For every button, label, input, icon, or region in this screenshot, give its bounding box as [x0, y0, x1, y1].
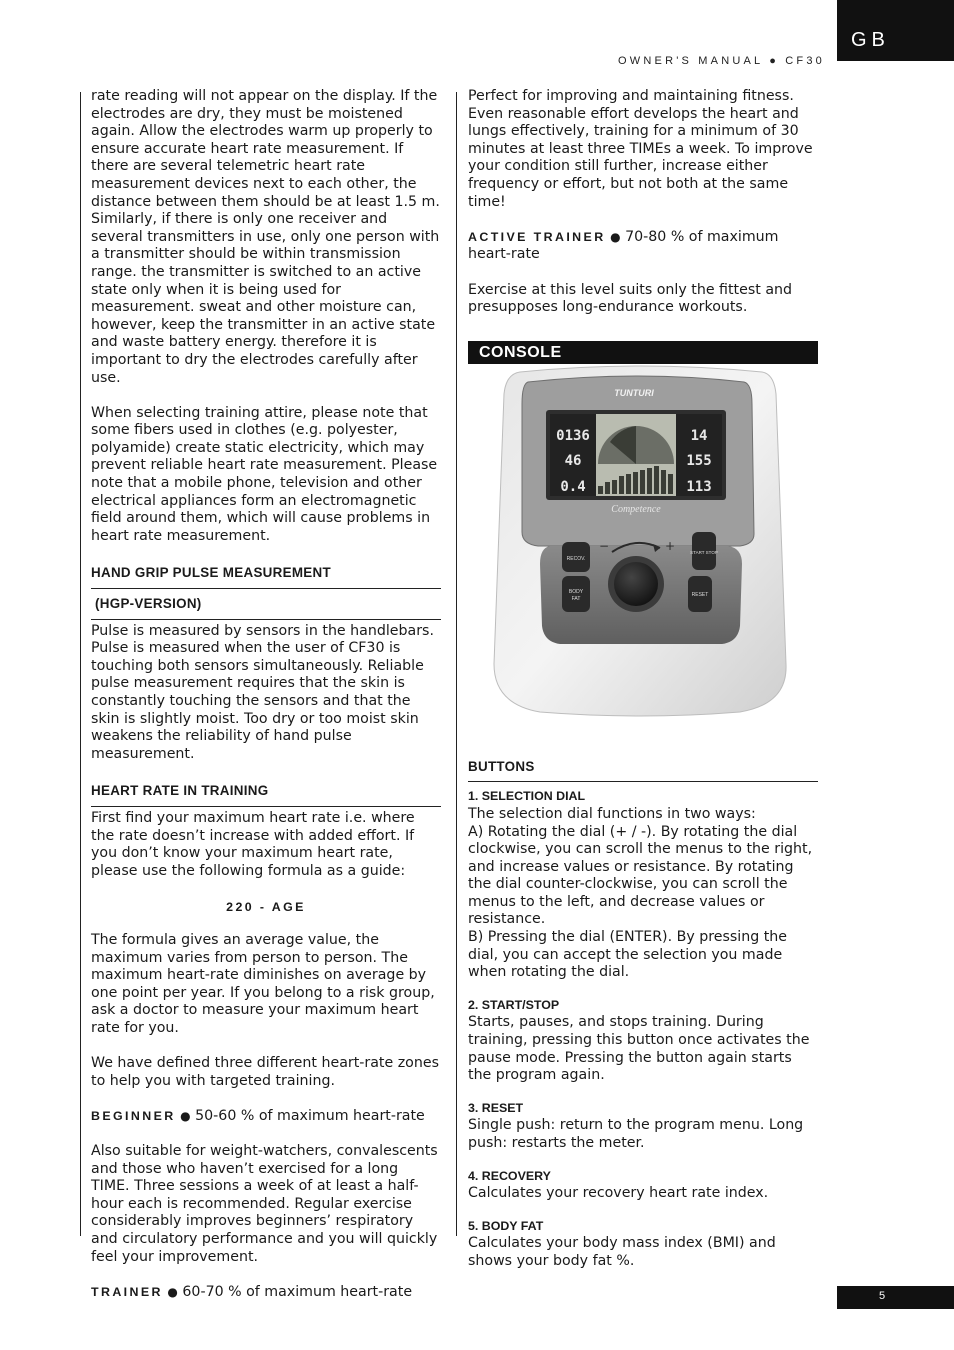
paragraph: Calculates your recovery heart rate index. [468, 1185, 769, 1202]
zone-label: BEGINNER [91, 1108, 176, 1123]
paragraph: Exercise at this level suits only the fittest and presupposes long-endurance workouts. [468, 281, 793, 316]
zone-label: ACTIVE TRAINER [468, 229, 606, 244]
svg-text:BODY: BODY [568, 589, 584, 595]
zone-text: 60-70 % of maximum heart-rate [182, 1283, 413, 1300]
paragraph: A) Rotating the dial (+ / -). By rotating the dial clockwise, you can scroll the menus to the right, and increase values or resistance. By rotating the dial counter-clockwise, you can scroll the menus to the left, and decrease values or resistance. [468, 823, 813, 928]
svg-text:RECOV.: RECOV. [566, 556, 586, 562]
model-label: Competence [611, 504, 661, 515]
display-level-value: 14 [690, 428, 708, 444]
svg-text:FAT: FAT [571, 596, 581, 602]
paragraph: Perfect for improving and maintaining fitness. Even reasonable effort develops the heart and lungs effectively, training for a minimum of 30 minutes at least three TIMEs a week. To improve your condition still further, increase either frequency or effort, but not both at the same time! [468, 88, 813, 210]
paragraph: Pulse is measured by sensors in the handlebars. Pulse is measured when the user of CF30 is touching both sensors simultaneously. Reliable pulse measurement requires that the skin is constantly touching the sensors and that the skin is slightly moist. Too dry or too moist skin weakens the reliability of hand pulse measurement. [91, 622, 434, 762]
paragraph: The selection dial functions in two ways: [468, 805, 756, 822]
language-tab [837, 0, 954, 61]
zone-label: TRAINER [91, 1284, 163, 1299]
page-number-bar [837, 1286, 954, 1309]
selection-dial[interactable] [614, 562, 658, 606]
section-heading: HAND GRIP PULSE MEASUREMENT [91, 565, 331, 581]
console-section-bar: CONSOLE [468, 341, 818, 364]
buttons-heading: BUTTONS [468, 758, 535, 774]
section-heading: HEART RATE IN TRAINING [91, 783, 269, 799]
column-divider-rule [456, 92, 457, 1236]
svg-text:START STOP: START STOP [690, 550, 718, 555]
zone-active-trainer: ACTIVE TRAINER ● 70-80 % of maximum heart-rate [468, 228, 779, 263]
display-heart-rate-value: 113 [686, 479, 712, 495]
button-item-title: 4. RECOVERY [468, 1168, 551, 1183]
running-head: OWNER'S MANUAL ● CF30 [618, 55, 825, 67]
zone-text: 50-60 % of maximum heart-rate [195, 1107, 425, 1124]
page-number: 5 [879, 1290, 886, 1302]
display-speed-value: 46 [564, 453, 582, 469]
paragraph: When selecting training attire, please note that some fibers used in clothes (e.g. polyester, polyamide) create static electricity, which may prevent reliable heart rate measurement. Please note that a mobile phone, television and other electrical appliances form an electromagnetic field around them, which will cause problems in heart rate measurement. [91, 404, 438, 544]
paragraph: B) Pressing the dial (ENTER). By pressing the dial, you can accept the selection you made when rotating the dial. [468, 929, 788, 981]
paragraph: Also suitable for weight-watchers, convalescents and those who haven’t exercised for a long TIME. Three sessions a week of at least a half-hour each is recommended. Regular exercise considerably improves beginners’ respiratory and circulatory performance and you will quickly feel your improvement. [91, 1143, 438, 1265]
paragraph: The formula gives an average value, the maximum varies from person to person. The maximum heart-rate diminishes on average by one point per year. If you belong to a risk group, ask a doctor to measure your maximum heart rate for you. [91, 931, 435, 1036]
section-subheading: (HGP-VERSION) [95, 596, 202, 612]
left-column [91, 88, 441, 1301]
paragraph: We have defined three different heart-rate zones to help you with targeted training. [91, 1055, 439, 1089]
button-item-title: 2. START/STOP [468, 997, 560, 1012]
display-watt-value: 155 [686, 453, 712, 469]
zone-text: 70-80 % of maximum heart-rate [468, 228, 779, 263]
paragraph: Single push: return to the program menu. Long push: restarts the meter. [468, 1117, 804, 1151]
button-item-title: 5. BODY FAT [468, 1218, 544, 1233]
svg-text:RESET: RESET [691, 592, 709, 598]
paragraph: Starts, pauses, and stops training. During training, pressing this button once activates the pause mode. Pressing the button again starts the program again. [468, 1014, 810, 1084]
paragraph: rate reading will not appear on the display. If the electrodes are dry, they must be moistened again. Allow the electrodes warm up properly to ensure accurate heart rate measurement. If there are several telemetric heart rate measurement devices next to each other, the distance between them should be at least 1.5 m. Similarly, if there is only one receiver and several transmitters in use, only one person with a transmitter should be within transmission range. the transmitter is switched to an active state only when it is being used for measurement. sweat and other moisture can, however, keep the transmitter in an active state and waste battery energy. therefore it is important to dry the electrodes carefully after use. [91, 88, 440, 386]
dial-plus-icon: + [664, 539, 676, 553]
console-illustration [490, 364, 790, 720]
paragraph: First find your maximum heart rate i.e. where the rate doesn’t increase with added effort. If you don’t know your maximum heart rate, please use the following formula as a guide: [91, 809, 415, 879]
formula: 220 - AGE [226, 900, 306, 915]
language-tab-label: GB [851, 29, 890, 51]
button-item-title: 3. RESET [468, 1100, 524, 1115]
paragraph: Calculates your body mass index (BMI) and shows your body fat %. [468, 1235, 776, 1269]
left-margin-rule [80, 92, 81, 1236]
button-item-title: 1. SELECTION DIAL [468, 789, 586, 804]
brand-label: TUNTURI [614, 388, 654, 398]
dial-minus-icon: − [598, 539, 610, 553]
display-time-value: 0136 [556, 428, 590, 444]
zone-trainer: TRAINER ● 60-70 % of maximum heart-rate [91, 1283, 413, 1300]
display-distance-value: 0.4 [560, 479, 586, 495]
zone-beginner: BEGINNER ● 50-60 % of maximum heart-rate [91, 1107, 425, 1124]
